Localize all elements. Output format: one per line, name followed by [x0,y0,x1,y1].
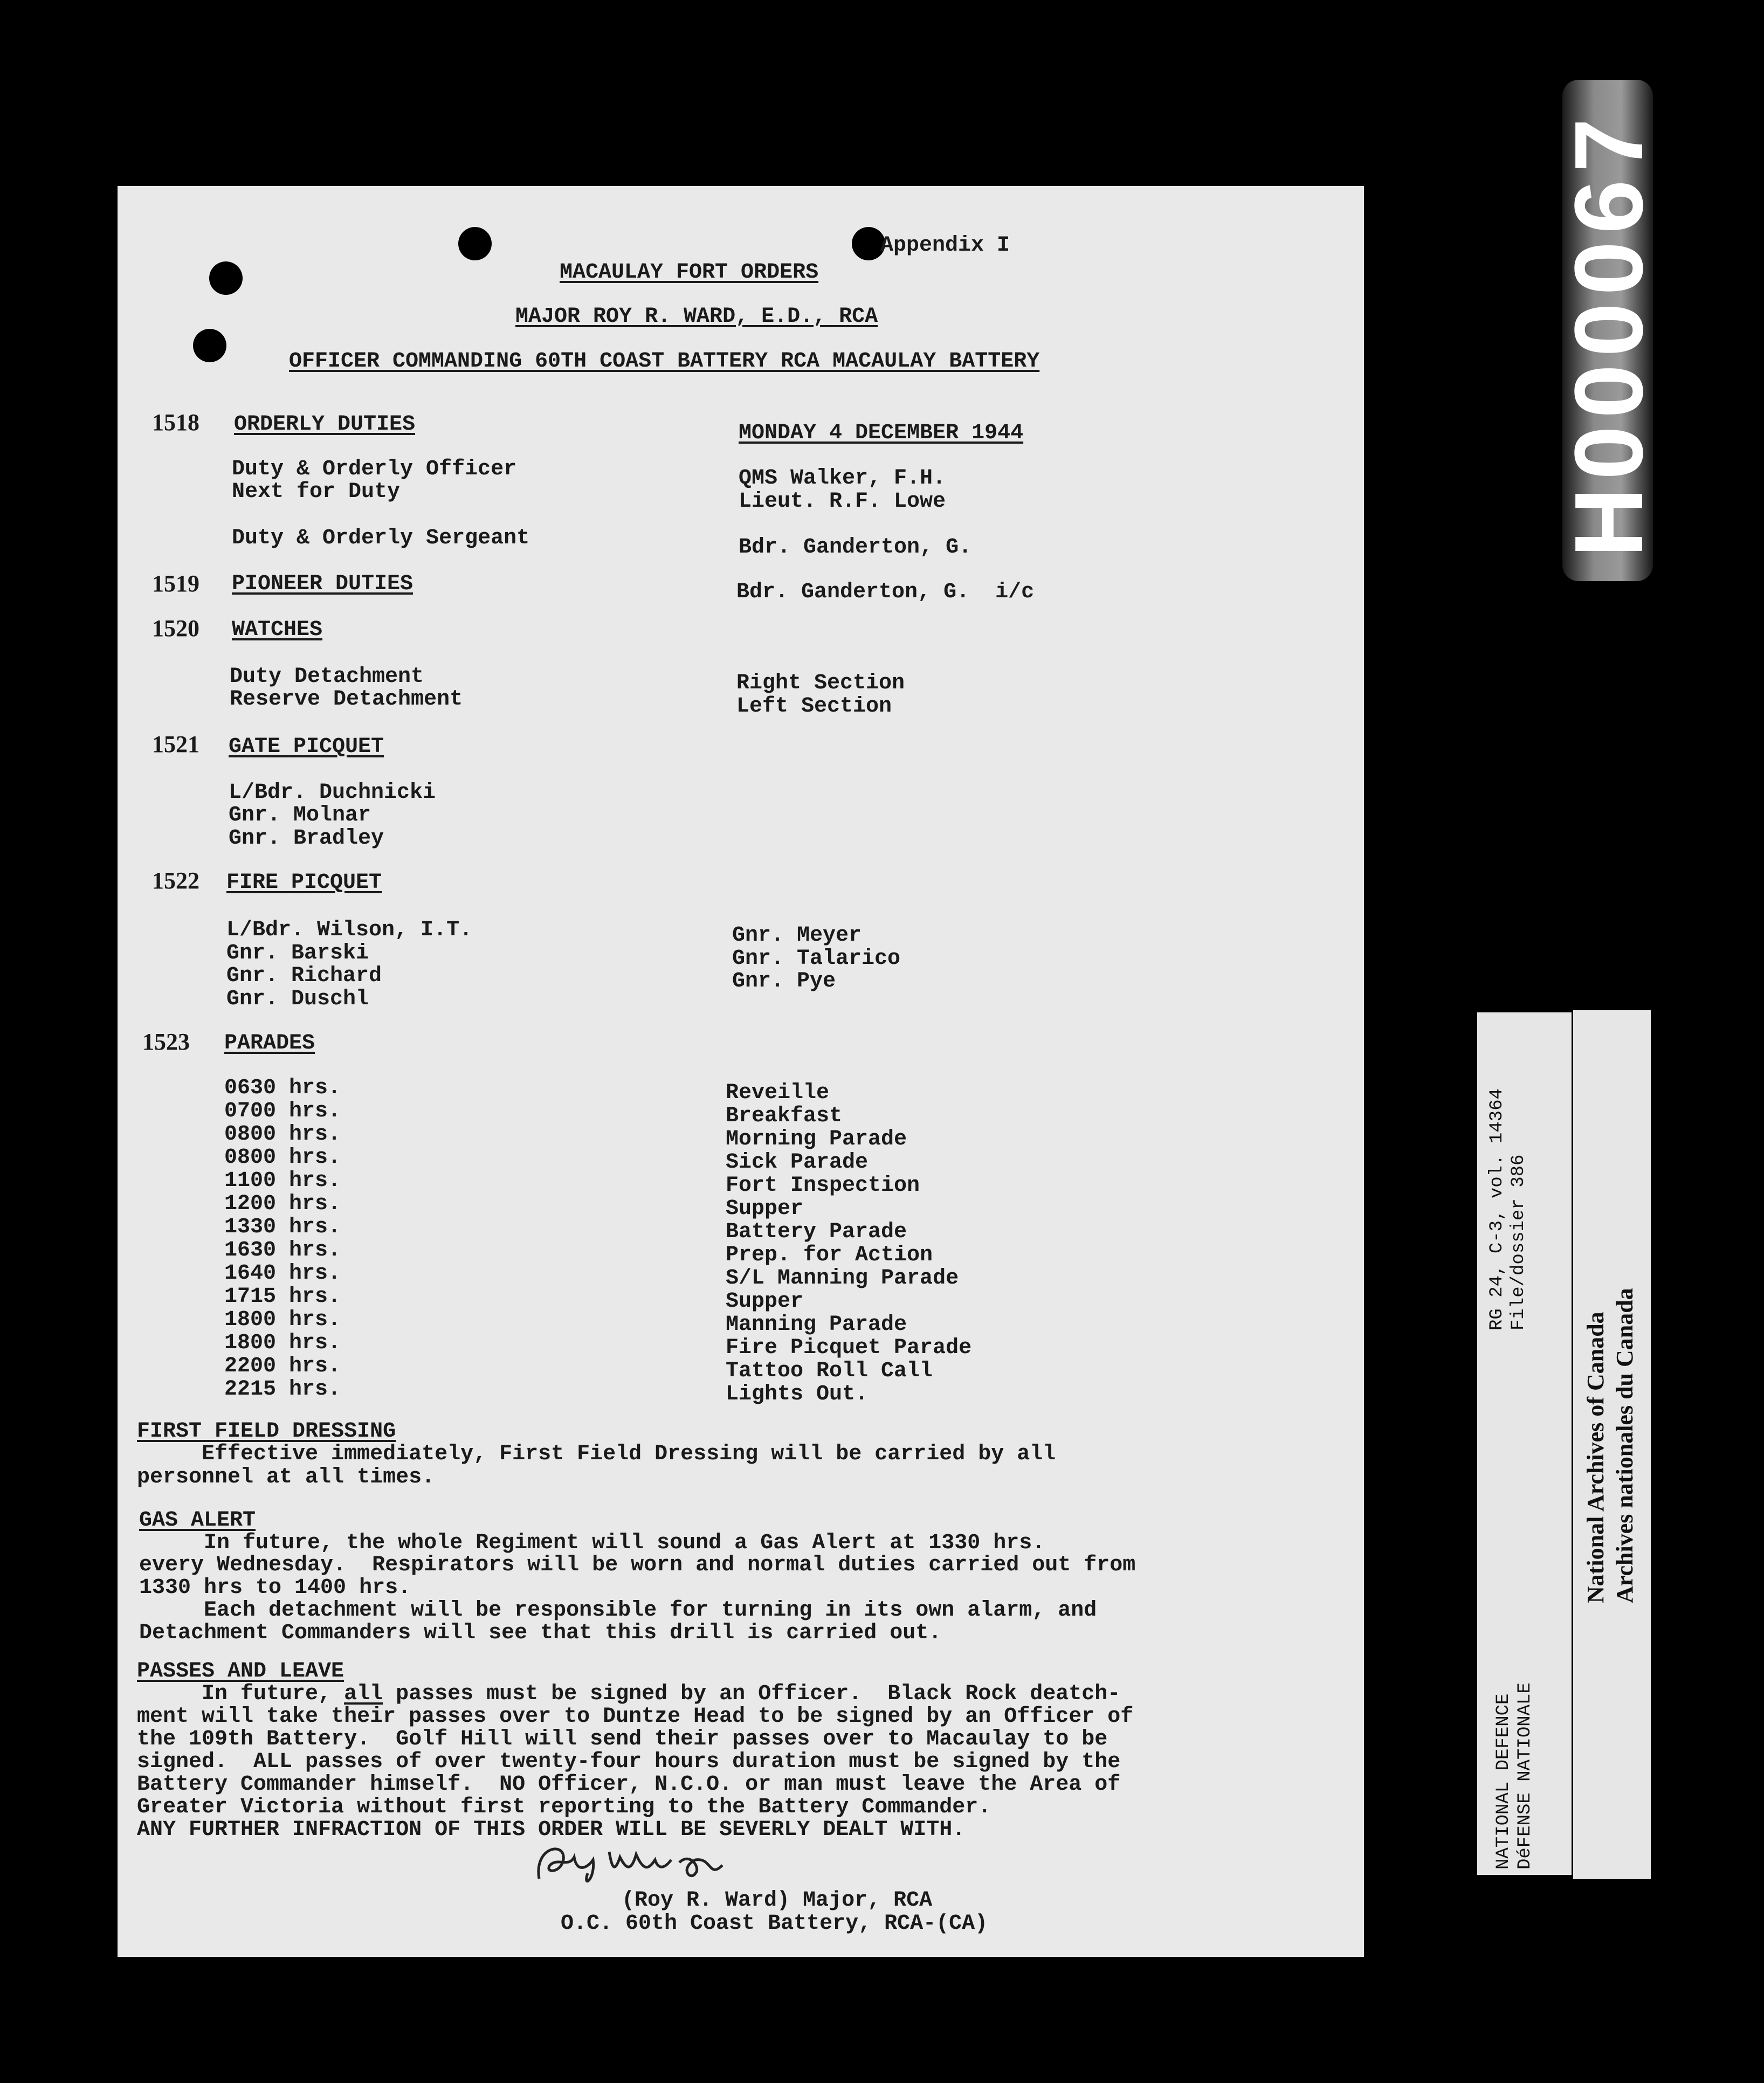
orders-title: MACAULAY FORT ORDERS [560,260,819,285]
parade-time: 2200 hrs. [224,1354,341,1378]
document-page [118,186,1364,1957]
section-number: 1521 [152,731,199,757]
punch-hole [458,227,492,260]
duty-label: Duty & Orderly Officer [232,457,517,481]
parade-event: Supper [726,1197,804,1221]
section-heading: GAS ALERT [139,1508,256,1533]
passes-line: ment will take their passes over to Duntze Head to be signed by an Officer of [137,1705,1134,1729]
parade-time: 1715 hrs. [224,1285,341,1309]
department-line: NATIONAL DEFENCE [1493,1693,1514,1870]
archive-reference-line: RG 24, C-3, vol. 14364 [1487,1088,1507,1330]
section-number: 1522 [152,867,199,894]
ffd-line: personnel at all times. [137,1465,435,1489]
picquet-name: Gnr. Duschl [226,987,369,1011]
picquet-name: Gnr. Talarico [732,947,901,971]
punch-hole [209,261,243,295]
passes-line: ANY FURTHER INFRACTION OF THIS ORDER WILL BE SEVERLY DEALT WITH. [137,1818,966,1842]
duty-value: Left Section [736,694,892,719]
frame-number: H000067 [1555,111,1663,558]
archive-reference-line: File/dossier 386 [1508,1154,1529,1330]
archive-reference-label [1477,1012,1572,1875]
parade-event: Tattoo Roll Call [726,1359,933,1383]
picquet-name: Gnr. Bradley [229,826,384,851]
parade-time: 0800 hrs. [224,1146,341,1170]
section-heading: PASSES AND LEAVE [137,1659,344,1684]
picquet-name: Gnr. Molnar [229,803,371,827]
passes-line: the 109th Battery. Golf Hill will send their passes over to Macaulay to be [137,1727,1108,1751]
duty-value: Lieut. R.F. Lowe [739,489,946,514]
parade-event: Fort Inspection [726,1174,920,1198]
parade-event: S/L Manning Parade [726,1266,959,1291]
parade-time: 1800 hrs. [224,1308,341,1332]
section-number: 1519 [152,570,199,597]
parade-event: Reveille [726,1081,830,1105]
parade-event: Morning Parade [726,1127,907,1151]
duty-value: QMS Walker, F.H. [739,466,946,491]
passes-line: signed. ALL passes of over twenty-four hours duration must be signed by the [137,1750,1121,1774]
parade-time: 1330 hrs. [224,1215,341,1239]
parade-event: Breakfast [726,1104,843,1128]
duty-value: Bdr. Ganderton, G. [739,535,972,560]
section-number: 1518 [152,409,199,436]
order-date: MONDAY 4 DECEMBER 1944 [739,421,1024,445]
archives-name-en: National Archives of Canada [1582,1312,1609,1603]
parade-time: 1100 hrs. [224,1169,341,1193]
punch-hole [193,329,226,362]
national-archives-label [1573,1010,1651,1879]
duty-label: Duty & Orderly Sergeant [232,526,530,550]
parade-event: Manning Parade [726,1313,907,1337]
section-heading: GATE PICQUET [229,735,384,759]
parade-time: 0630 hrs. [224,1076,341,1100]
picquet-name: Gnr. Barski [226,941,369,965]
parade-time: 1200 hrs. [224,1192,341,1216]
archives-name-fr: Archives nationales du Canada [1611,1288,1638,1603]
duty-label: Next for Duty [232,480,401,504]
parade-event: Prep. for Action [726,1243,933,1267]
section-number: 1523 [142,1029,190,1055]
gas-line: Each detachment will be responsible for turning in its own alarm, and [139,1598,1097,1623]
gas-line: 1330 hrs to 1400 hrs. [139,1576,411,1600]
passes-line: Greater Victoria without first reporting to the Battery Commander. [137,1795,991,1819]
parade-time: 1630 hrs. [224,1238,341,1263]
gas-line: In future, the whole Regiment will sound a Gas Alert at 1330 hrs. [139,1531,1045,1555]
parade-time: 1800 hrs. [224,1331,341,1355]
duty-label: Reserve Detachment [230,687,463,712]
parade-event: Battery Parade [726,1220,907,1244]
section-heading: FIRST FIELD DRESSING [137,1419,396,1444]
section-heading: WATCHES [232,618,323,642]
duty-value: Bdr. Ganderton, G. i/c [736,580,1035,604]
parade-time: 1640 hrs. [224,1261,341,1286]
passes-line: Battery Commander himself. NO Officer, N.C.O. or man must leave the Area of [137,1772,1121,1797]
duty-value: Right Section [736,671,905,695]
section-heading: ORDERLY DUTIES [234,412,416,437]
parade-event: Fire Picquet Parade [726,1336,972,1360]
section-heading: PIONEER DUTIES [232,572,414,596]
commander-line: MAJOR ROY R. WARD, E.D., RCA [515,305,878,329]
section-heading: PARADES [224,1031,315,1056]
section-number: 1520 [152,615,199,642]
ffd-line: Effective immediately, First Field Dressing will be carried by all [137,1442,1056,1466]
parade-event: Supper [726,1289,804,1314]
picquet-name: Gnr. Richard [226,964,382,988]
appendix-label: Appendix I [880,233,1010,258]
section-heading: FIRE PICQUET [226,871,382,895]
department-line: DéFENSE NATIONALE [1515,1682,1535,1870]
parade-time: 0700 hrs. [224,1099,341,1123]
picquet-name: L/Bdr. Duchnicki [229,781,436,805]
gas-line: Detachment Commanders will see that this drill is carried out. [139,1621,942,1645]
gas-line: every Wednesday. Respirators will be worn and normal duties carried out from [139,1553,1136,1577]
picquet-name: Gnr. Meyer [732,923,862,948]
signature-name: (Roy R. Ward) Major, RCA [622,1888,933,1913]
parade-time: 2215 hrs. [224,1377,341,1402]
picquet-name: L/Bdr. Wilson, I.T. [226,918,473,942]
duty-label: Duty Detachment [230,665,424,689]
handwritten-signature [518,1836,798,1895]
signature-title: O.C. 60th Coast Battery, RCA-(CA) [561,1912,988,1936]
parade-time: 0800 hrs. [224,1122,341,1147]
parade-event: Sick Parade [726,1150,869,1175]
passes-line: In future, all passes must be signed by an Officer. Black Rock deatch- [137,1682,1121,1706]
picquet-name: Gnr. Pye [732,969,836,994]
unit-line: OFFICER COMMANDING 60TH COAST BATTERY RCA MACAULAY BATTERY [289,349,1040,374]
parade-event: Lights Out. [726,1382,869,1406]
